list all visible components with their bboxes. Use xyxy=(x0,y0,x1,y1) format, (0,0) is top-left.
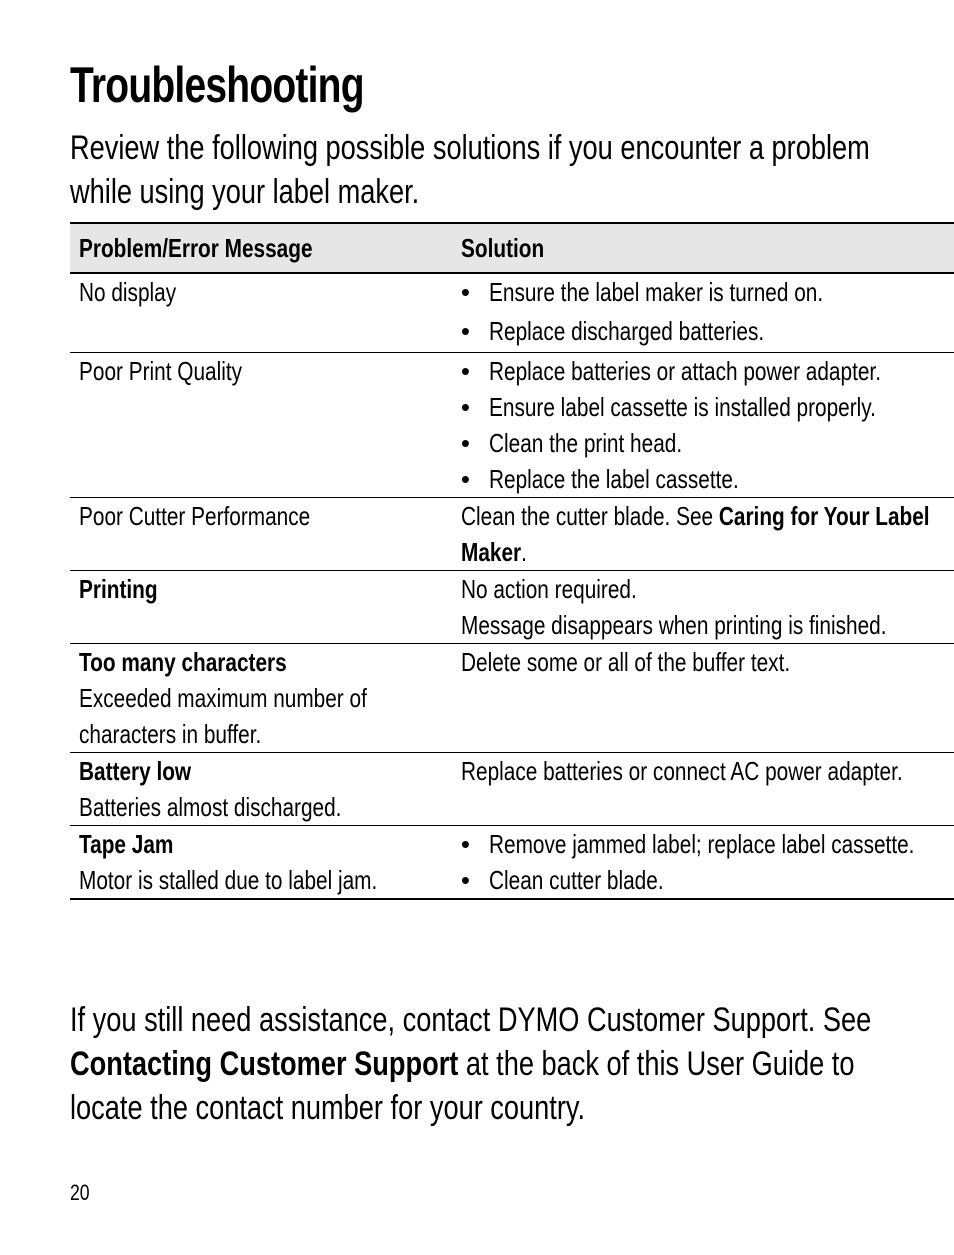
bullet-icon: • xyxy=(460,865,470,895)
intro-paragraph xyxy=(70,126,954,214)
header-problem: Problem/Error Message xyxy=(79,233,313,263)
table-row xyxy=(70,498,954,571)
bullet-icon: • xyxy=(460,277,470,307)
list-item: • Clean cutter blade. xyxy=(461,862,954,898)
cross-reference-cont: Maker xyxy=(460,537,521,567)
problem-cell: Too many characters Exceeded maximum number of characters in buffer. xyxy=(70,644,452,753)
closing-line-3: locate the contact number for your country. xyxy=(70,1089,586,1127)
problem-title: Battery low xyxy=(79,756,192,786)
header-solution: Solution xyxy=(460,233,545,263)
table-row xyxy=(70,644,954,753)
bullet-icon: • xyxy=(460,829,470,859)
table-row xyxy=(70,753,954,826)
solution-cell: Clean the cutter blade. See Caring for Your Label Maker. xyxy=(460,501,930,567)
page-number: 20 xyxy=(70,1180,90,1205)
table-row xyxy=(70,826,954,900)
page-title: Troubleshooting xyxy=(70,57,364,113)
intro-line-1: Review the following possible solutions if you encounter a problem xyxy=(70,129,870,167)
problem-desc: Motor is stalled due to label jam. xyxy=(79,865,378,895)
solution-cell: Replace batteries or connect AC power adapter. xyxy=(460,756,903,786)
problem-cell: Printing xyxy=(79,574,158,604)
list-item: • Replace batteries or attach power adapter. xyxy=(461,353,954,389)
closing-line-2: Contacting Customer Support at the back of this User Guide to xyxy=(70,1045,855,1083)
problem-desc: Batteries almost discharged. xyxy=(79,792,342,822)
problem-cell xyxy=(70,826,452,900)
contact-support-reference: Contacting Customer Support xyxy=(70,1045,459,1083)
closing-line-1: If you still need assistance, contact DYMO Customer Support. See xyxy=(70,1001,872,1039)
table-header-row xyxy=(70,223,954,273)
cross-reference: Caring for Your Label xyxy=(718,501,930,531)
solution-cell xyxy=(452,826,954,900)
table-row xyxy=(70,273,954,353)
list-item: • Replace discharged batteries. xyxy=(461,313,954,349)
bullet-icon: • xyxy=(460,392,470,422)
bullet-icon: • xyxy=(460,464,470,494)
closing-paragraph xyxy=(70,998,954,1130)
troubleshooting-table xyxy=(70,222,954,900)
list-item: • Ensure label cassette is installed properly. xyxy=(461,389,954,425)
bullet-icon: • xyxy=(460,356,470,386)
list-item: • Replace the label cassette. xyxy=(461,461,954,497)
list-item: • Ensure the label maker is turned on. xyxy=(461,274,954,310)
problem-title: Tape Jam xyxy=(79,829,174,859)
solution-cell: No action required. Message disappears when printing is finished. xyxy=(460,574,887,640)
list-item: • Clean the print head. xyxy=(461,425,954,461)
list-item: • Remove jammed label; replace label cassette. xyxy=(461,826,954,862)
problem-title: Too many characters xyxy=(79,647,287,677)
solution-cell: Delete some or all of the buffer text. xyxy=(460,647,790,677)
solution-cell xyxy=(452,273,954,353)
table-row xyxy=(70,571,954,644)
solution-cell xyxy=(452,353,954,498)
bullet-icon: • xyxy=(460,316,470,346)
problem-cell: No display xyxy=(79,277,177,307)
intro-line-2: while using your label maker. xyxy=(70,173,420,211)
problem-cell: Poor Cutter Performance xyxy=(79,501,311,531)
problem-desc: Exceeded maximum number of xyxy=(79,683,367,713)
bullet-icon: • xyxy=(460,428,470,458)
table-row xyxy=(70,353,954,498)
problem-cell: Poor Print Quality xyxy=(79,356,242,386)
problem-cell xyxy=(70,753,452,826)
